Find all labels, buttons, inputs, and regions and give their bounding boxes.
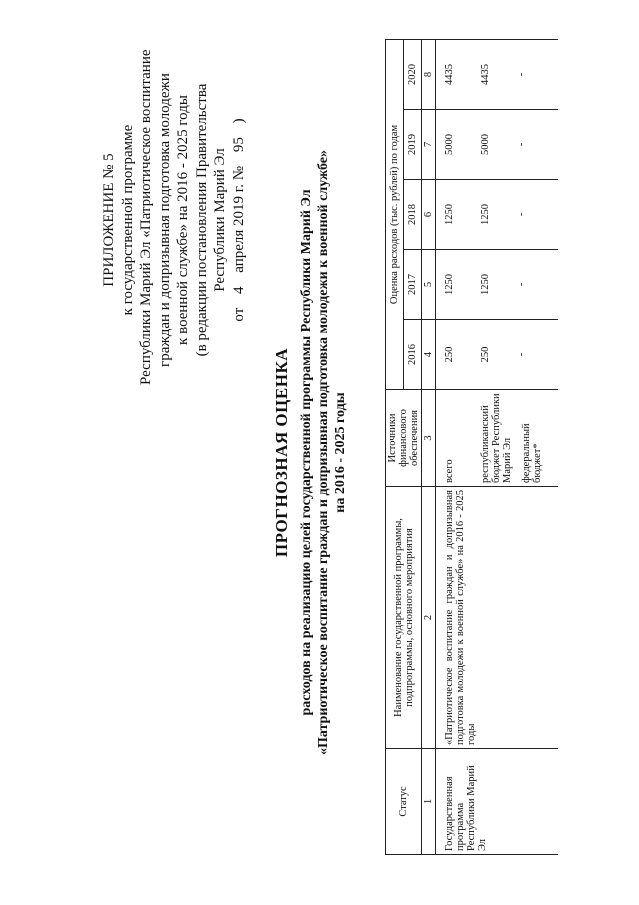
date-middle: апреля 2019 г. №	[230, 165, 247, 273]
document-heading: ПРОГНОЗНАЯ ОЦЕНКА	[272, 347, 291, 558]
appendix-title: ПРИЛОЖЕНИЕ № 5	[101, 153, 117, 287]
expenditure-table	[385, 39, 558, 855]
appendix-block	[100, 49, 248, 385]
header-source: Источники финансового обеспечения	[386, 390, 422, 487]
source-total: всего	[444, 459, 455, 483]
source-regional-budget: республиканский бюджет Республики Марий Эл	[480, 393, 513, 483]
column-number: 8	[422, 40, 436, 110]
value-cell: 1250	[480, 274, 491, 295]
title-line: на 2016 - 2025 годы	[333, 392, 348, 513]
date-suffix: )	[230, 118, 247, 124]
source-federal-budget: федеральный бюджет*	[521, 423, 543, 483]
header-year: 2017	[404, 250, 422, 320]
title-line: расходов на реализацию целей государственной программы Республики Марий Эл	[299, 189, 314, 716]
date-prefix: от	[230, 307, 247, 322]
appendix-line: к государственной программе	[119, 124, 136, 316]
column-number: 2	[422, 487, 436, 749]
value-cell: 1250	[444, 204, 455, 225]
year-column-2018	[436, 180, 559, 250]
appendix-line: граждан и допризывная подготовка молодежи	[156, 73, 173, 367]
appendix-line: Республики Марий Эл «Патриотическое воспитание	[138, 49, 154, 385]
column-number: 5	[422, 250, 436, 320]
header-year: 2018	[404, 180, 422, 250]
column-number: 4	[422, 320, 436, 390]
value-cell: 1250	[444, 274, 455, 295]
value-cell: -	[516, 142, 527, 147]
value-cell: 4435	[444, 64, 455, 85]
value-cell: 250	[480, 346, 491, 363]
value-cell: -	[516, 212, 527, 217]
year-column-2017	[436, 250, 559, 320]
value-cell: 250	[444, 346, 455, 363]
document-title-block	[272, 40, 349, 865]
header-year: 2016	[404, 320, 422, 390]
value-cell: -	[516, 282, 527, 287]
appendix-line: (в редакции постановления Правительства	[193, 83, 210, 357]
appendix-line: Республики Марий Эл	[212, 148, 228, 292]
column-number: 1	[422, 749, 436, 855]
column-number: 3	[422, 390, 436, 487]
value-cell: 5000	[480, 134, 491, 155]
date-day: 4	[230, 286, 247, 294]
row-status: Государственная программа Республики Марий Эл	[436, 749, 559, 855]
value-cell: 5000	[444, 134, 455, 155]
value-cell: 4435	[480, 64, 491, 85]
table-row	[436, 40, 559, 855]
header-estimate: Оценка расходов (тыс. рублей) по годам	[386, 40, 404, 390]
value-cell: -	[516, 352, 527, 357]
title-line: «Патриотическое воспитание граждан и допризывная подготовка молодежи к военной службе»	[316, 149, 331, 756]
document-number: 95	[230, 137, 247, 153]
header-year: 2020	[404, 40, 422, 110]
row-sources	[436, 390, 559, 487]
year-column-2019	[436, 110, 559, 180]
appendix-line: к военной службе» на 2016 - 2025 годы	[175, 95, 191, 345]
value-cell: -	[516, 72, 527, 77]
header-name: Наименование государственной программы, подпрограммы, основного мероприятия	[386, 487, 422, 749]
year-column-2016	[436, 320, 559, 390]
header-year: 2019	[404, 110, 422, 180]
value-cell: 1250	[480, 204, 491, 225]
appendix-date-line	[230, 55, 249, 385]
row-program-name: «Патриотическое воспитание граждан и допризывная подготовка молодежи к военной службе» на 2016 - 2025 годы	[436, 487, 559, 749]
year-column-2020	[436, 40, 559, 110]
column-number: 6	[422, 180, 436, 250]
column-number: 7	[422, 110, 436, 180]
header-status: Статус	[386, 749, 422, 855]
